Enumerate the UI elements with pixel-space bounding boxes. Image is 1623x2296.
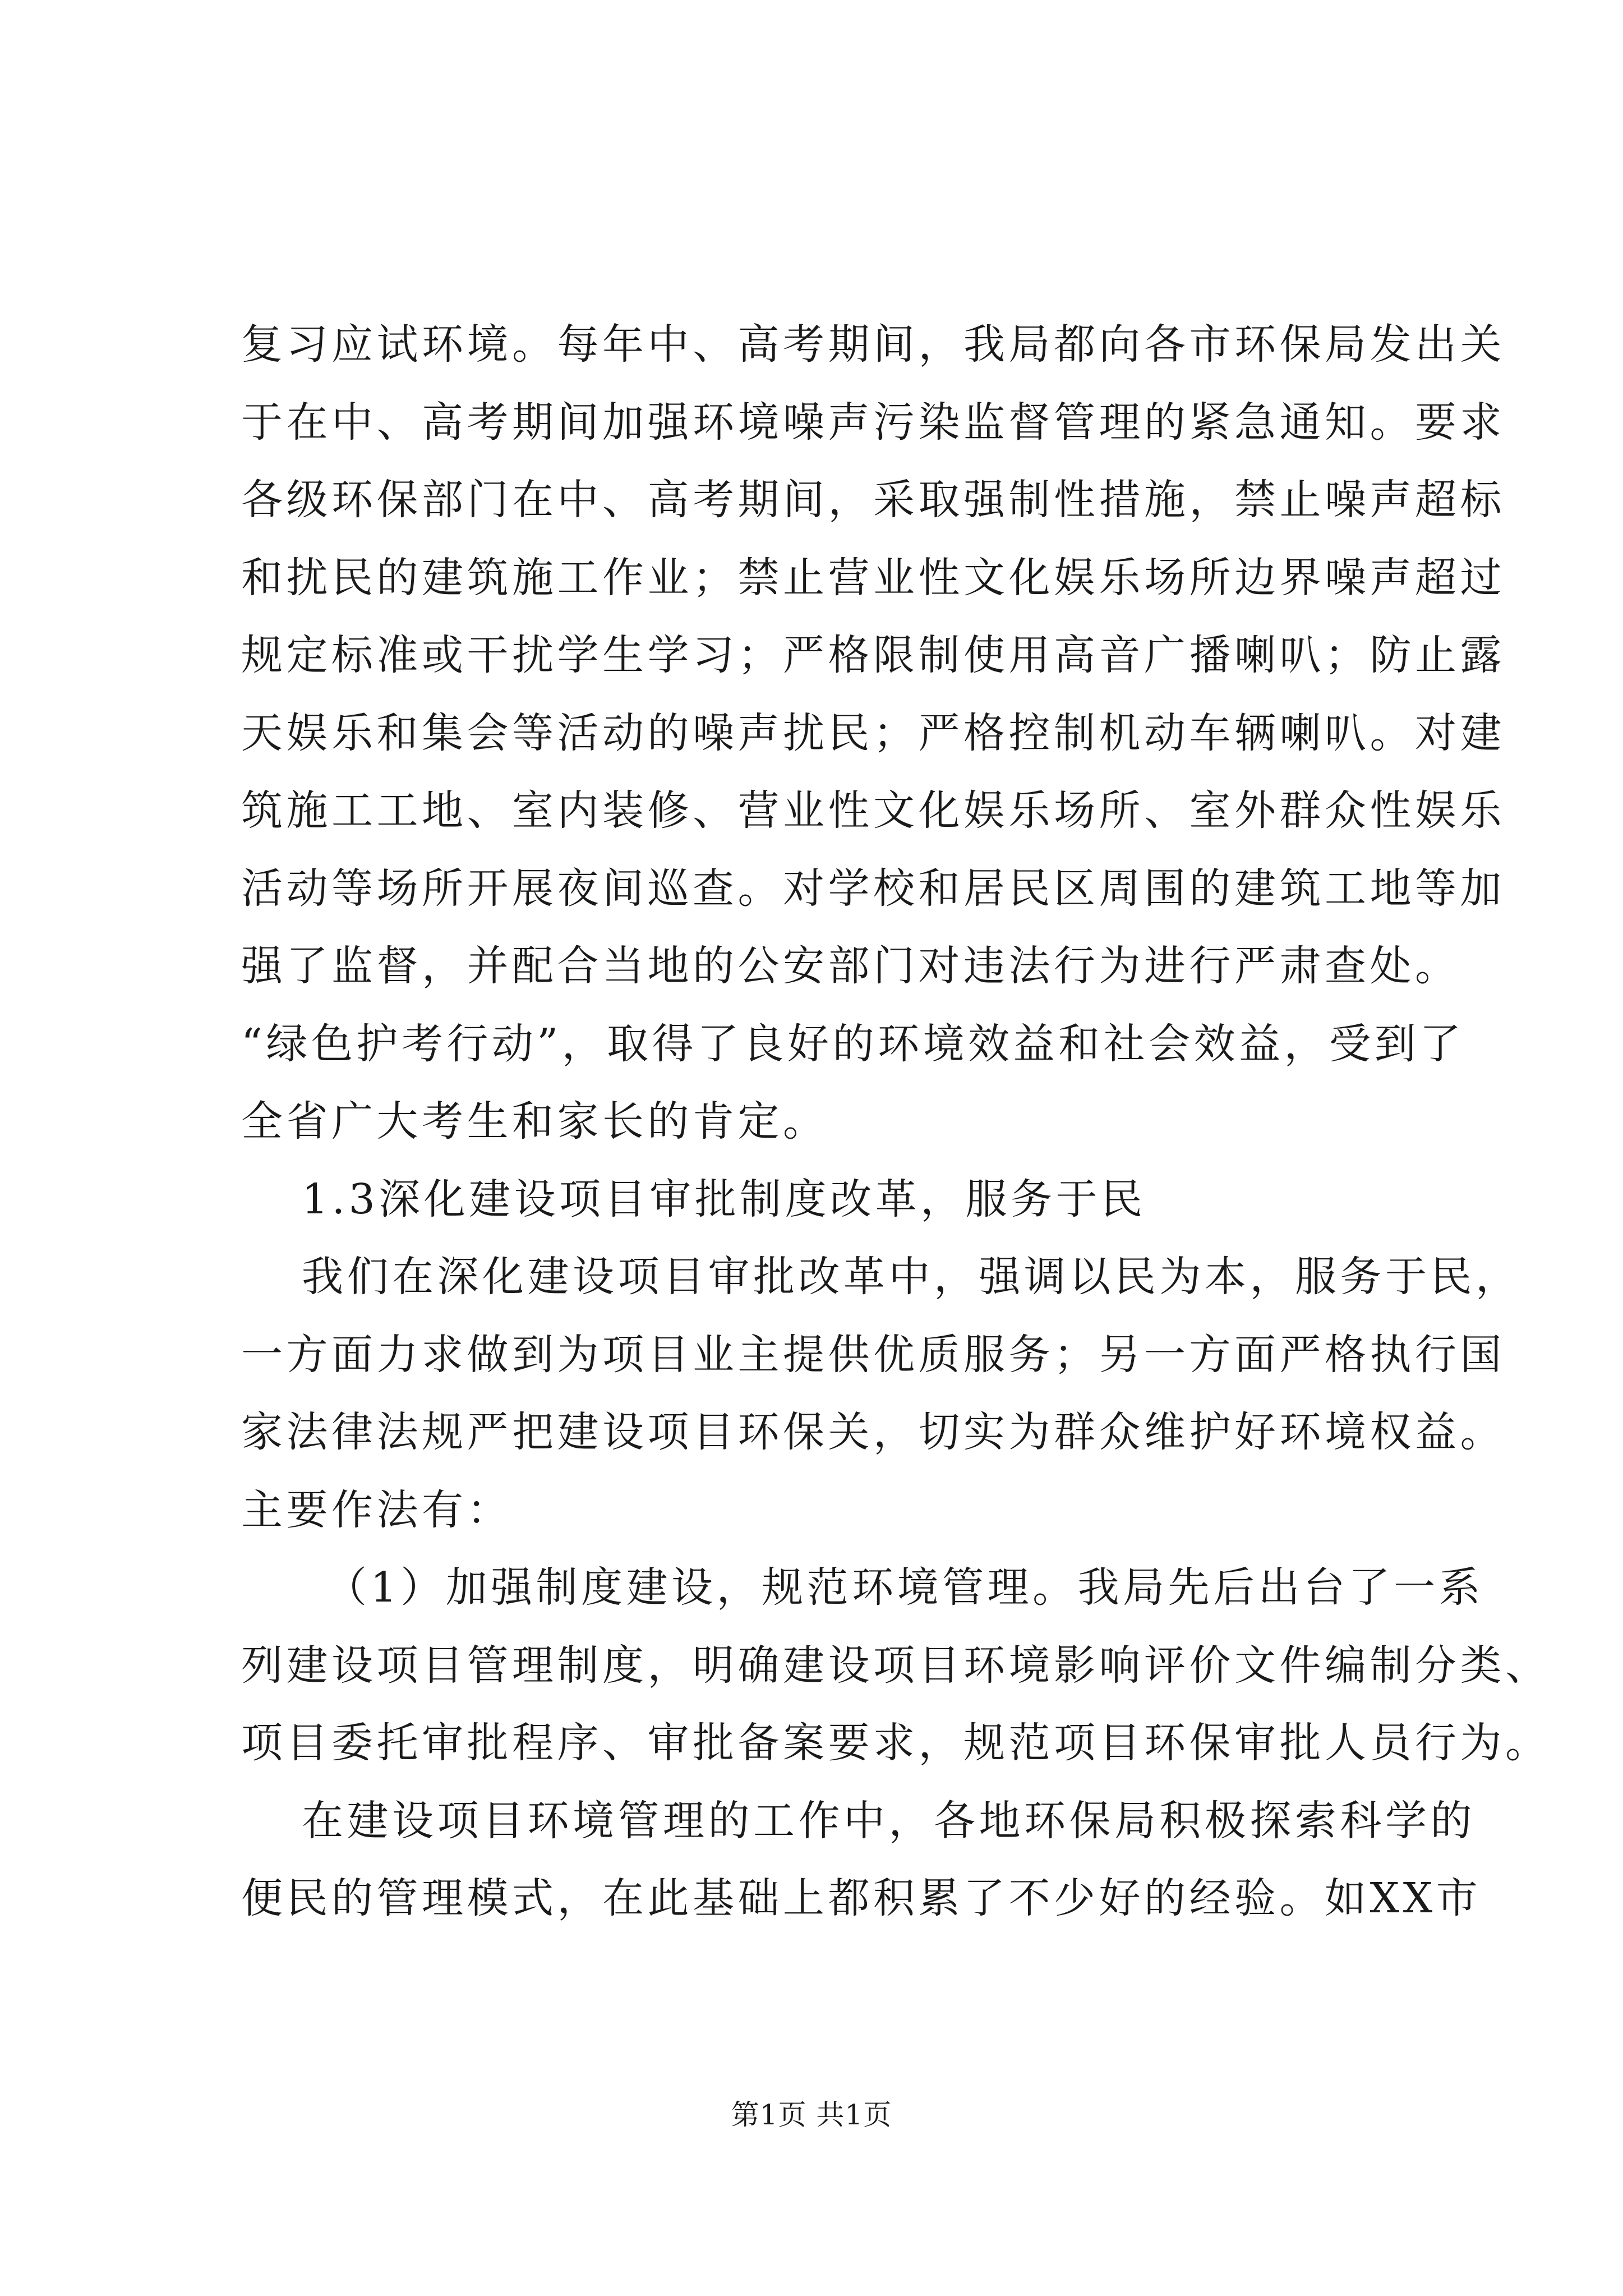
body-line: 便民的管理模式，在此基础上都积累了不少好的经验。如XX市	[241, 1874, 1482, 1922]
page-footer: 第1页 共1页	[731, 2099, 892, 2131]
body-line: 于在中、高考期间加强环境噪声污染监督管理的紧急通知。要求	[241, 398, 1505, 447]
body-line: 和扰民的建筑施工作业；禁止营业性文化娱乐场所边界噪声超过	[241, 553, 1505, 602]
body-line: 天娱乐和集会等活动的噪声扰民；严格控制机动车辆喇叭。对建	[241, 708, 1505, 757]
list-item-line: （1）加强制度建设，规范环境管理。我局先后出台了一系	[325, 1563, 1484, 1612]
body-line: 复习应试环境。每年中、高考期间，我局都向各市环保局发出关	[241, 320, 1505, 369]
body-line: 家法律法规严把建设项目环保关，切实为群众维护好环境权益。	[241, 1408, 1505, 1456]
section-heading: 1.3深化建设项目审批制度改革，服务于民	[302, 1175, 1146, 1223]
body-line: 主要作法有：	[241, 1485, 512, 1534]
body-line: 在建设项目环境管理的工作中，各地环保局积极探索科学的	[302, 1796, 1476, 1845]
body-line: 一方面力求做到为项目业主提供优质服务；另一方面严格执行国	[241, 1330, 1505, 1379]
body-line: 我们在深化建设项目审批改革中，强调以民为本，服务于民，	[302, 1253, 1521, 1301]
body-line: 项目委托审批程序、审批备案要求，规范项目环保审批人员行为。	[241, 1719, 1551, 1767]
body-line: 各级环保部门在中、高考期间，采取强制性措施，禁止噪声超标	[241, 476, 1505, 524]
body-line: 强了监督，并配合当地的公安部门对违法行为进行严肃查处。	[241, 942, 1460, 990]
body-line: 全省广大考生和家长的肯定。	[241, 1097, 828, 1145]
body-line: 规定标准或干扰学生学习；严格限制使用高音广播喇叭；防止露	[241, 631, 1505, 679]
document-body	[241, 306, 1551, 1938]
body-line: 列建设项目管理制度，明确建设项目环境影响评价文件编制分类、	[241, 1641, 1551, 1690]
body-line: “绿色护考行动”，取得了良好的环境效益和社会效益，受到了	[241, 1019, 1465, 1068]
body-line: 活动等场所开展夜间巡查。对学校和居民区周围的建筑工地等加	[241, 864, 1505, 913]
body-line: 筑施工工地、室内装修、营业性文化娱乐场所、室外群众性娱乐	[241, 786, 1505, 835]
